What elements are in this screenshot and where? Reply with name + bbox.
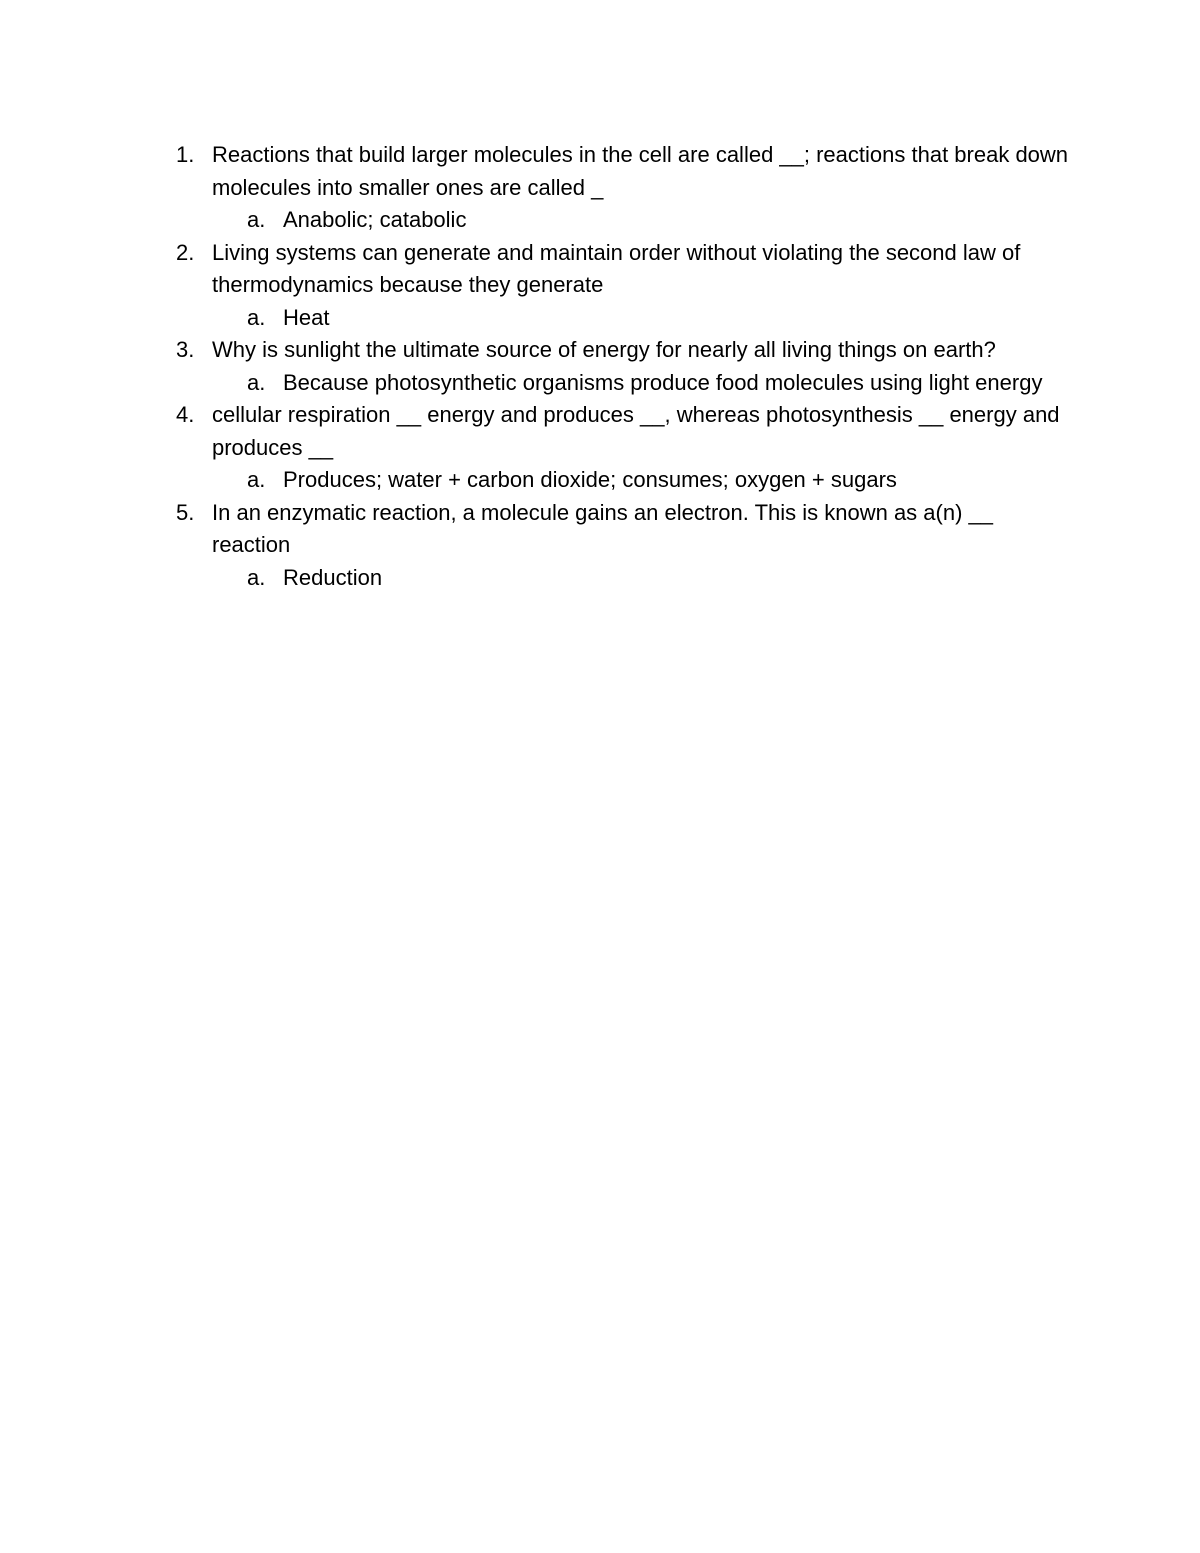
question-text: cellular respiration __ energy and produces __, whereas photosynthesis __ energy and produces __ xyxy=(212,402,1060,460)
question-item-1 xyxy=(170,139,1070,237)
question-item-5 xyxy=(170,497,1070,595)
question-item-3 xyxy=(170,334,1070,399)
answer-text: Anabolic; catabolic xyxy=(283,207,467,232)
question-text: Why is sunlight the ultimate source of energy for nearly all living things on earth? xyxy=(212,337,996,362)
question-text: Reactions that build larger molecules in the cell are called __; reactions that break down molecules into smaller ones are called _ xyxy=(212,142,1069,200)
question-number: 5. xyxy=(176,499,195,525)
answer-list xyxy=(212,204,1070,237)
question-item-2 xyxy=(170,237,1070,335)
answer-text: Reduction xyxy=(283,564,383,590)
answer-list xyxy=(212,562,1070,595)
answer-letter: a. xyxy=(247,564,266,590)
answer-item xyxy=(212,562,1070,595)
answer-list xyxy=(212,302,1070,335)
question-number: 1. xyxy=(176,142,195,167)
answer-item xyxy=(212,464,1070,497)
answer-item xyxy=(212,204,1070,237)
answer-letter: a. xyxy=(247,467,266,492)
question-number: 4. xyxy=(176,402,195,427)
answer-letter: a. xyxy=(247,369,266,395)
question-text: In an enzymatic reaction, a molecule gains an electron. This is known as a(n) __ reaction xyxy=(212,499,993,557)
answer-letter: a. xyxy=(247,304,266,330)
answer-item xyxy=(212,367,1070,400)
answer-text: Because photosynthetic organisms produce food molecules using light energy xyxy=(283,369,1043,395)
question-text: Living systems can generate and maintain order without violating the second law of thermodynamics because they generate xyxy=(212,239,1021,297)
answer-text: Heat xyxy=(283,304,330,330)
answer-text: Produces; water + carbon dioxide; consumes; oxygen + sugars xyxy=(283,467,897,492)
question-number: 2. xyxy=(176,239,195,265)
answer-item xyxy=(212,302,1070,335)
answer-list xyxy=(212,464,1070,497)
question-list xyxy=(170,139,1070,594)
answer-letter: a. xyxy=(247,207,266,232)
question-item-4 xyxy=(170,399,1070,497)
question-number: 3. xyxy=(176,337,195,362)
answer-list xyxy=(212,367,1070,400)
